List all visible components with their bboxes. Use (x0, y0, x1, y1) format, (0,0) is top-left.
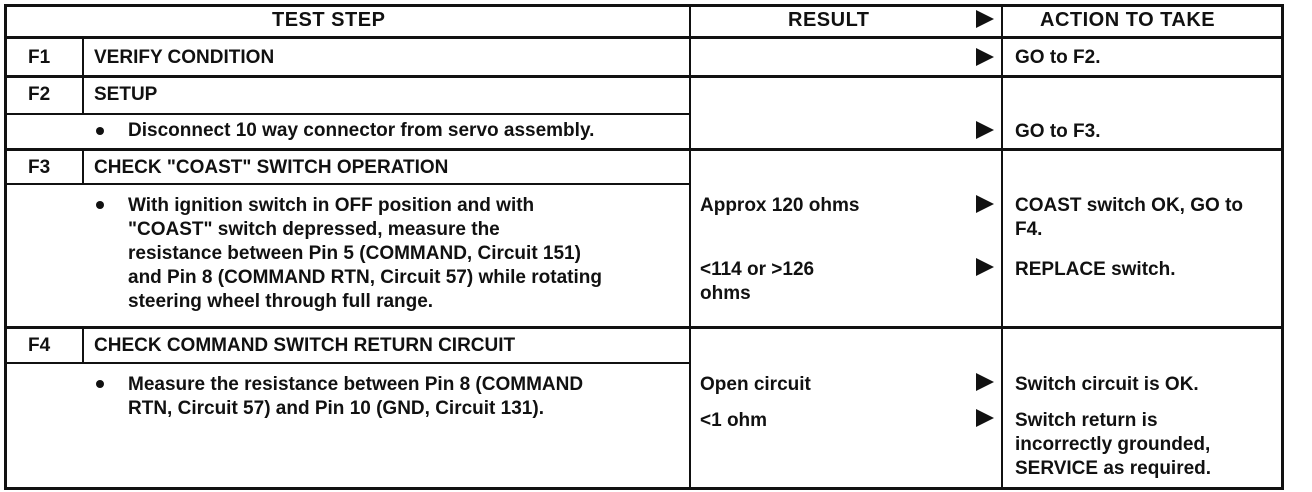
arrow-icon (976, 258, 994, 276)
step-id-f1: F1 (28, 47, 51, 68)
bullet-icon (96, 201, 104, 209)
action-f1: GO to F2. (1015, 47, 1101, 68)
header-divider (4, 36, 1284, 39)
bullet-icon (96, 127, 104, 135)
subrow-divider-f4 (4, 362, 690, 364)
header-test-step: TEST STEP (272, 9, 386, 31)
id-divider-f3 (82, 149, 84, 184)
arrow-icon (976, 409, 994, 427)
subrow-divider-f3 (4, 183, 690, 185)
step-id-f4: F4 (28, 335, 51, 356)
action-f2: GO to F3. (1015, 121, 1101, 142)
action-f4-2-line-3: SERVICE as required. (1015, 458, 1212, 479)
col-divider-result (689, 4, 691, 490)
step-title-f4: CHECK COMMAND SWITCH RETURN CIRCUIT (94, 335, 516, 356)
row-divider-f3 (4, 326, 1284, 329)
step-title-f2: SETUP (94, 84, 158, 105)
row-divider-f2 (4, 148, 1284, 151)
arrow-icon (976, 121, 994, 139)
step-bullet-f3-line-1: With ignition switch in OFF position and with (128, 195, 535, 216)
id-divider-f4 (82, 327, 84, 363)
step-id-f3: F3 (28, 157, 51, 178)
table-border-right (1281, 4, 1284, 490)
subrow-divider-f2 (4, 113, 690, 115)
action-f3-1-line-1: COAST switch OK, GO to (1015, 195, 1244, 216)
table-border-top (4, 4, 1284, 7)
action-f4-1: Switch circuit is OK. (1015, 374, 1199, 395)
result-f3-2-line-2: ohms (700, 283, 751, 304)
step-bullet-f2: Disconnect 10 way connector from servo assembly. (128, 120, 595, 141)
step-title-f1: VERIFY CONDITION (94, 47, 275, 68)
step-bullet-f3-line-5: steering wheel through full range. (128, 291, 434, 312)
result-f3-2-line-1: <114 or >126 (700, 259, 815, 280)
step-title-f3: CHECK "COAST" SWITCH OPERATION (94, 157, 449, 178)
header-arrow-icon (976, 10, 994, 28)
header-result: RESULT (788, 9, 870, 31)
id-divider-f1 (82, 37, 84, 76)
table-border-left (4, 4, 7, 490)
arrow-icon (976, 48, 994, 66)
step-bullet-f4-line-2: RTN, Circuit 57) and Pin 10 (GND, Circuit 131). (128, 398, 544, 419)
result-f4-1: Open circuit (700, 374, 811, 395)
action-f3-1-line-2: F4. (1015, 219, 1043, 240)
step-bullet-f4-line-1: Measure the resistance between Pin 8 (COMMAND (128, 374, 584, 395)
id-divider-f2 (82, 76, 84, 114)
step-id-f2: F2 (28, 84, 51, 105)
header-action: ACTION TO TAKE (1040, 9, 1216, 31)
arrow-icon (976, 373, 994, 391)
row-divider-f1 (4, 75, 1284, 78)
step-bullet-f3-line-4: and Pin 8 (COMMAND RTN, Circuit 57) while rotating (128, 267, 602, 288)
action-f4-2-line-2: incorrectly grounded, (1015, 434, 1211, 455)
table-border-bottom (4, 487, 1284, 490)
action-f3-2: REPLACE switch. (1015, 259, 1176, 280)
result-f3-1: Approx 120 ohms (700, 195, 860, 216)
arrow-icon (976, 195, 994, 213)
result-f4-2: <1 ohm (700, 410, 768, 431)
step-bullet-f3-line-3: resistance between Pin 5 (COMMAND, Circuit 151) (128, 243, 581, 264)
col-divider-action (1001, 4, 1003, 490)
action-f4-2-line-1: Switch return is (1015, 410, 1158, 431)
step-bullet-f3-line-2: "COAST" switch depressed, measure the (128, 219, 500, 240)
bullet-icon (96, 380, 104, 388)
